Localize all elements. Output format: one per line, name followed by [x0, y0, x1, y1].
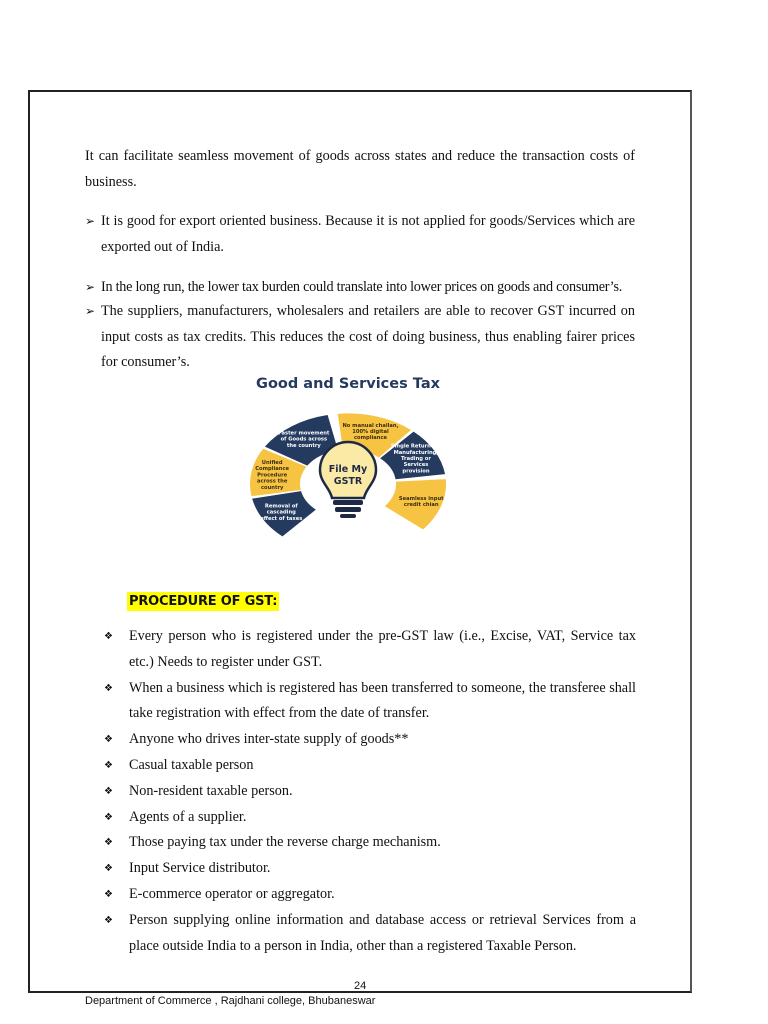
- gst-infographic: [203, 372, 493, 547]
- procedure-list-item: [104, 882, 636, 908]
- procedure-item-text: Anyone who drives inter-state supply of goods**: [129, 731, 409, 748]
- procedure-heading-wrap: [127, 592, 279, 610]
- arrow-bullet-text: In the long run, the lower tax burden could translate into lower prices on goods and consumer’s.: [101, 279, 623, 295]
- procedure-list-item: [104, 830, 636, 856]
- page-number: 24: [354, 980, 367, 992]
- arrow-bullet-icon: ➢: [85, 214, 96, 228]
- bulb-base: [335, 507, 361, 512]
- infographic-petal-label: Procedure: [257, 472, 288, 479]
- infographic-petal-label: credit chian: [403, 502, 439, 509]
- infographic-petal-label: Seamless input: [398, 496, 444, 503]
- procedure-item-text: Those paying tax under the reverse charge mechanism.: [129, 834, 441, 851]
- procedure-list-item: [104, 856, 636, 882]
- infographic-petal-label: 100% digital: [352, 428, 389, 435]
- infographic-diagram: [203, 372, 493, 547]
- diamond-bullet-icon: ❖: [104, 837, 113, 849]
- arrow-bullet-icon: ➢: [85, 304, 96, 318]
- infographic-petal-label: Removal of: [264, 503, 298, 510]
- diamond-bullet-icon: ❖: [104, 631, 113, 642]
- infographic-petal-label: Unified: [261, 459, 283, 466]
- procedure-item-text: Casual taxable person: [129, 756, 254, 773]
- intro-paragraph: It can facilitate seamless movement of goods across states and reduce the transaction costs of business.: [85, 148, 635, 190]
- procedure-list-item: [104, 753, 636, 779]
- procedure-list-item: [104, 727, 636, 753]
- diamond-bullet-icon: ❖: [104, 734, 113, 746]
- infographic-petal-label: compliance: [353, 435, 388, 442]
- infographic-petal-label: country: [260, 484, 284, 491]
- procedure-list-item: [104, 779, 636, 805]
- infographic-petal-label: Trading or: [401, 455, 431, 462]
- infographic-petal-label: No manual challan,: [342, 422, 399, 429]
- procedure-heading: PROCEDURE OF GST:: [129, 594, 278, 609]
- procedure-item-text: Input Service distributor.: [129, 860, 271, 877]
- procedure-list-item: [104, 805, 636, 831]
- arrow-bullet-text: The suppliers, manufacturers, wholesalers and retailers are able to recover GST incurred on input costs as tax credits. This reduces the cost of doing business, thus enabling fairer prices for consumer’s.: [101, 303, 635, 370]
- infographic-petal-label: provision: [402, 468, 430, 475]
- diamond-bullet-icon: ❖: [104, 914, 113, 926]
- procedure-item-text: Agents of a supplier.: [129, 808, 247, 825]
- infographic-title: Good and Services Tax: [256, 376, 440, 392]
- bulb-base: [340, 514, 356, 518]
- diamond-bullet-icon: ❖: [104, 682, 113, 694]
- infographic-petal-label: Services: [403, 462, 429, 469]
- arrow-bullet-item: [85, 275, 635, 301]
- infographic-petal-label: Compliance: [255, 466, 290, 473]
- diamond-bullet-icon: ❖: [104, 888, 113, 900]
- arrow-bullet-item: [85, 209, 635, 260]
- procedure-list: [104, 624, 636, 959]
- bulb-label: File My: [328, 464, 368, 475]
- page-footer: Department of Commerce , Rajdhani college, Bhubaneswar: [85, 995, 376, 1007]
- procedure-item-text: Non-resident taxable person.: [129, 782, 293, 799]
- infographic-petal-label: the country: [286, 442, 321, 449]
- procedure-list-item: [104, 908, 636, 960]
- bulb-label: GSTR: [333, 476, 363, 487]
- infographic-petal-label: cascading: [266, 509, 296, 516]
- arrow-bullet-text: It is good for export oriented business. Because it is not applied for goods/Services which are exported out of India.: [101, 213, 635, 255]
- infographic-petal-label: of Goods across: [280, 436, 328, 443]
- procedure-item-text: E-commerce operator or aggregator.: [129, 885, 335, 902]
- diamond-bullet-icon: ❖: [104, 759, 113, 771]
- procedure-list-item: [104, 676, 636, 728]
- arrow-bullet-item: [85, 299, 635, 376]
- procedure-list-item: [104, 624, 636, 676]
- diamond-bullet-icon: ❖: [104, 811, 113, 823]
- infographic-petal-label: Manufacturing,: [393, 449, 439, 456]
- diamond-bullet-icon: ❖: [104, 785, 113, 797]
- procedure-item-text: Person supplying online information and database access or retrieval Services from a place outside India to a person in India, other than a registered Taxable Person.: [129, 911, 636, 954]
- procedure-item-text: When a business which is registered has been transferred to someone, the transferee shall take registration with effect from the date of transfer.: [129, 679, 636, 722]
- procedure-item-text: Every person who is registered under the pre-GST law (i.e., Excise, VAT, Service tax etc.) Needs to register under GST.: [129, 628, 636, 670]
- infographic-petal-label: across the: [256, 478, 288, 485]
- infographic-petal-label: Faster movement: [278, 430, 330, 437]
- arrow-bullet-icon: ➢: [85, 280, 95, 294]
- infographic-petal-label: Single Return for: [390, 443, 442, 450]
- diamond-bullet-icon: ❖: [104, 863, 113, 875]
- infographic-petal-label: effect of taxes: [260, 515, 303, 522]
- bulb-base: [333, 500, 363, 505]
